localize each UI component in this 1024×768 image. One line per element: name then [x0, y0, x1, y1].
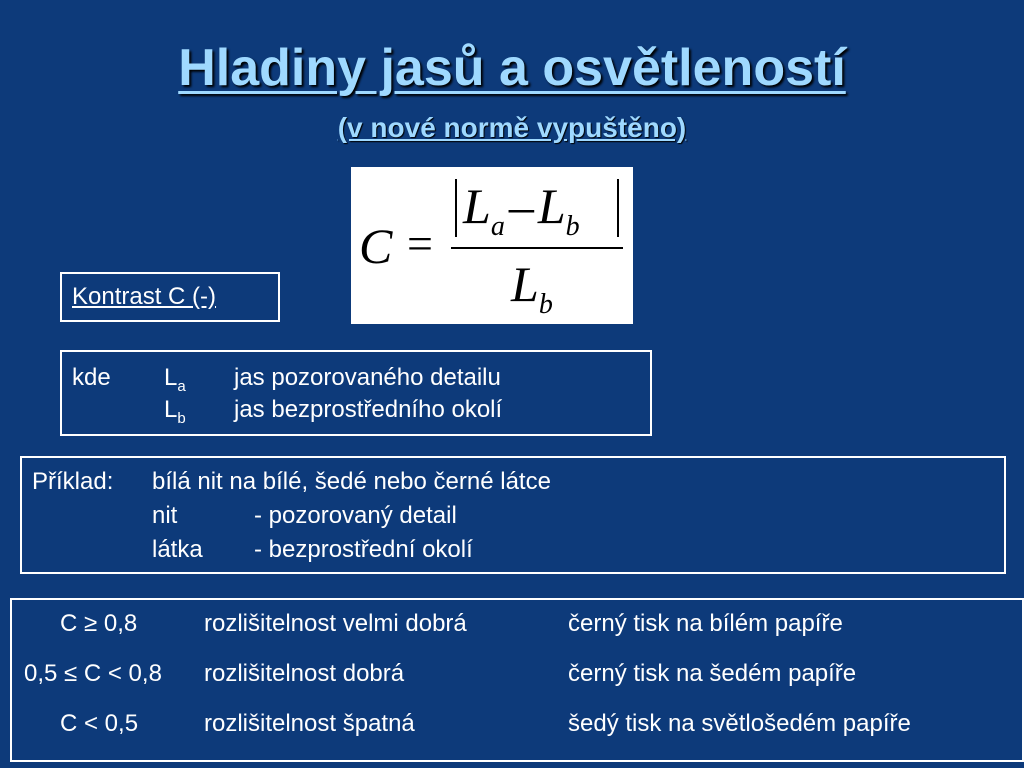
- where-desc-a: jas pozorovaného detailu: [234, 364, 501, 391]
- example-box: [20, 456, 1006, 574]
- kontrast-label: Kontrast C (-): [72, 283, 217, 310]
- page-subtitle: (v nové normě vypuštěno): [337, 112, 687, 143]
- example-label: Příklad:: [32, 468, 114, 495]
- formula-den-l: L: [511, 256, 539, 312]
- table-row-2-quality: rozlišitelnost dobrá: [204, 660, 405, 687]
- where-sym-a: L: [164, 364, 178, 391]
- where-sym-b: L: [164, 396, 178, 423]
- kontrast-box: [60, 272, 280, 322]
- formula-fraction-line: [451, 247, 623, 249]
- table-row-3-quality: rozlišitelnost špatná: [204, 710, 415, 737]
- formula-den-sub: b: [538, 289, 553, 320]
- table-row-1-cond: C ≥ 0,8: [60, 610, 138, 637]
- where-desc-b: jas bezprostředního okolí: [234, 396, 503, 423]
- table-row-3-cond: C < 0,5: [60, 710, 139, 737]
- formula-num-l1: L: [463, 178, 491, 234]
- example-term-nit: nit: [152, 502, 178, 529]
- example-desc-nit: - pozorovaný detail: [254, 502, 457, 529]
- contrast-formula: [351, 167, 633, 324]
- formula-numerator: [463, 177, 580, 243]
- example-desc-latka: - bezprostřední okolí: [254, 536, 473, 563]
- where-label: kde: [72, 364, 111, 391]
- formula-num-sub1: a: [490, 211, 505, 242]
- table-row-2-example: černý tisk na šedém papíře: [568, 660, 857, 687]
- where-sub-b: b: [177, 409, 186, 427]
- table-row-2-cond: 0,5 ≤ C < 0,8: [24, 660, 162, 687]
- where-symbol-a: [164, 364, 186, 395]
- formula-equals: =: [407, 218, 433, 269]
- formula-minus: –: [508, 178, 534, 234]
- where-sub-a: a: [177, 377, 186, 395]
- formula-num-l2: L: [537, 178, 566, 234]
- table-row-1-example: černý tisk na bílém papíře: [568, 610, 843, 637]
- table-row-3-example: šedý tisk na světlošedém papíře: [568, 710, 911, 737]
- example-term-latka: látka: [152, 536, 203, 563]
- formula-denominator: [511, 255, 553, 321]
- formula-abs-left: [455, 179, 457, 237]
- where-box: [60, 350, 652, 436]
- formula-lhs: C: [359, 218, 393, 274]
- page-title: Hladiny jasů a osvětleností: [178, 39, 846, 97]
- contrast-table: [10, 598, 1024, 762]
- where-symbol-b: [164, 396, 186, 427]
- formula-num-sub2: b: [565, 211, 580, 242]
- example-text: bílá nit na bílé, šedé nebo černé látce: [152, 468, 551, 495]
- formula-abs-right: [617, 179, 619, 237]
- table-row-1-quality: rozlišitelnost velmi dobrá: [204, 610, 467, 637]
